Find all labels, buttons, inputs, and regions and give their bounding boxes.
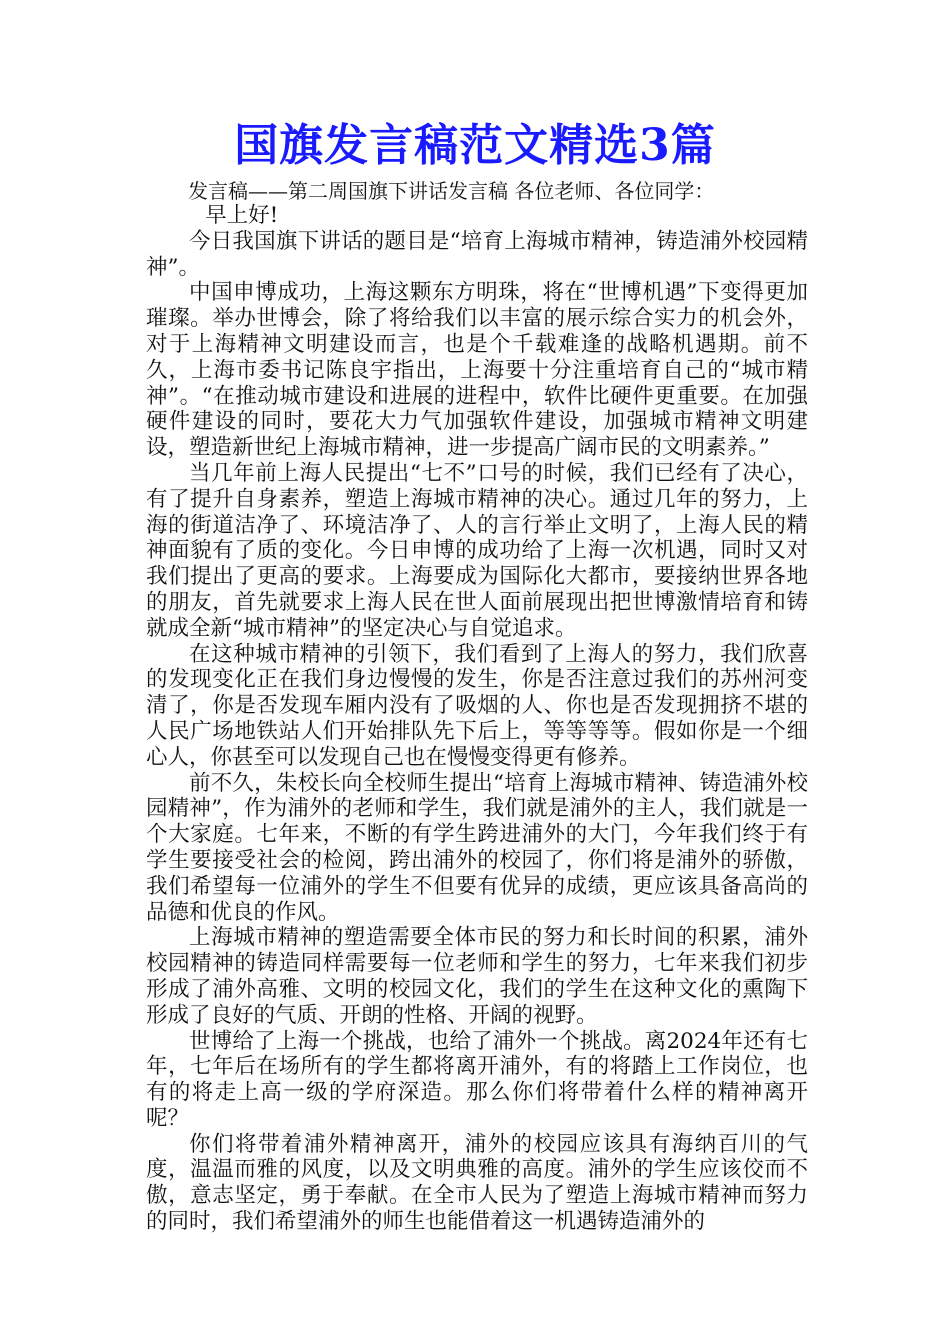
body-paragraph: 世博给了上海一个挑战，也给了浦外一个挑战。离2024年还有七年，七年后在场所有的学生都将离开浦外，有的将踏上工作岗位，也有的将走上高一级的学府深造。那么你们将带着什么样的精神离开呢？ (146, 1028, 808, 1131)
document-subtitle: 发言稿——第二周国旗下讲话发言稿 各位老师、各位同学： (188, 179, 715, 203)
body-paragraph: 上海城市精神的塑造需要全体市民的努力和长时间的积累，浦外校园精神的铸造同样需要每一位老师和学生的努力，七年来我们初步形成了浦外高雅、文明的校园文化，我们的学生在这种文化的熏陶下形成了良好的气质、开朗的性格、开阔的视野。 (146, 925, 808, 1028)
body-paragraph: 你们将带着浦外精神离开，浦外的校园应该具有海纳百川的气度，温温而雅的风度，以及文明典雅的高度。浦外的学生应该佼而不傲，意志坚定，勇于奉献。在全市人民为了塑造上海城市精神而努力的同时，我们希望浦外的师生也能借着这一机遇铸造浦外的 (146, 1131, 808, 1235)
greeting-paragraph: 早上好! (205, 203, 279, 228)
body-paragraph: 前不久，朱校长向全校师生提出“培育上海城市精神、铸造浦外校园精神”，作为浦外的老师和学生，我们就是浦外的主人，我们就是一个大家庭。七年来，不断的有学生跨进浦外的大门，今年我们终于有学生要接受社会的检阅，跨出浦外的校园了，你们将是浦外的骄傲，我们希望每一位浦外的学生不但要有优异的成绩，更应该具备高尚的品德和优良的作风。 (146, 770, 808, 925)
body-paragraph: 在这种城市精神的引领下，我们看到了上海人的努力，我们欣喜的发现变化正在我们身边慢慢的发生，你是否注意过我们的苏州河变清了，你是否发现车厢内没有了吸烟的人、你也是否发现拥挤不堪的人民广场地铁站人们开始排队先下后上，等等等等。假如你是一个细心人，你甚至可以发现自己也在慢慢变得更有修养。 (146, 641, 808, 770)
body-paragraph: 今日我国旗下讲话的题目是“培育上海城市精神，铸造浦外校园精神”。 (146, 228, 808, 280)
document-title: 国旗发言稿范文精选3篇 (234, 120, 716, 171)
body-paragraph: 中国申博成功，上海这颗东方明珠，将在“世博机遇”下变得更加璀璨。举办世博会，除了将给我们以丰富的展示综合实力的机会外，对于上海精神文明建设而言，也是个千载难逢的战略机遇期。前不久，上海市委书记陈良宇指出，上海要十分注重培育自己的“城市精神”。“在推动城市建设和进展的进程中，软件比硬件更重要。在加强硬件建设的同时，要花大力气加强软件建设，加强城市精神文明建设，塑造新世纪上海城市精神，进一步提高广阔市民的文明素养。” (146, 280, 808, 461)
document-body (146, 203, 808, 1235)
body-paragraph: 当几年前上海人民提出“七不”口号的时候，我们已经有了决心，有了提升自身素养，塑造上海城市精神的决心。通过几年的努力，上海的街道洁净了、环境洁净了、人的言行举止文明了，上海人民的精神面貌有了质的变化。今日申博的成功给了上海一次机遇，同时又对我们提出了更高的要求。上海要成为国际化大都市，要接纳世界各地的朋友，首先就要求上海人民在世人面前展现出把世博激情培育和铸就成全新“城市精神”的坚定决心与自觉追求。 (146, 460, 808, 641)
